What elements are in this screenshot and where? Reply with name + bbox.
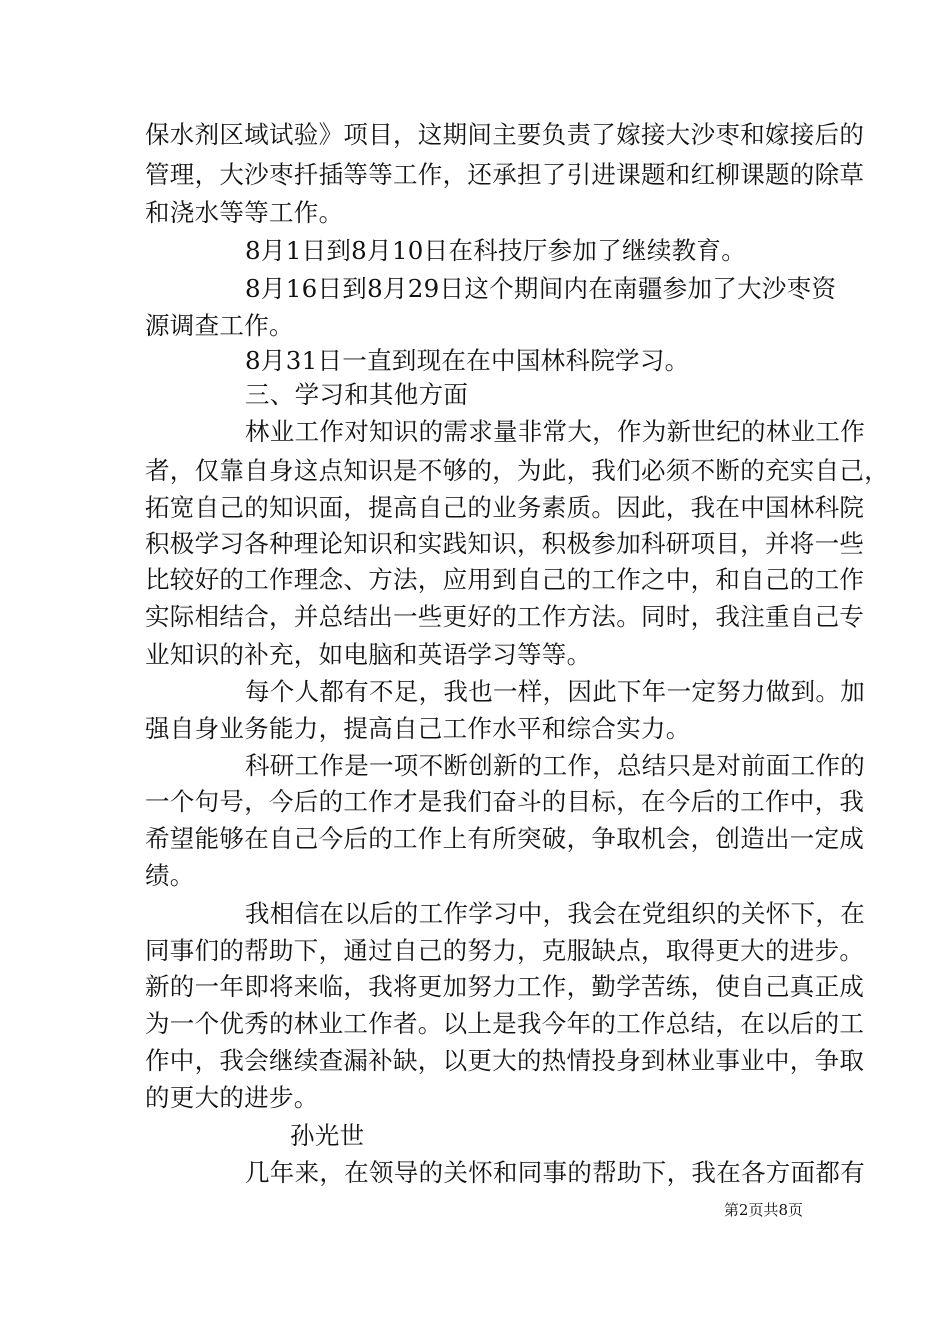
- text-line: 业知识的补充，如电脑和英语学习等等。: [145, 640, 592, 669]
- text-line: 强自身业务能力，提高自己工作水平和综合实力。: [145, 714, 691, 743]
- text-line: 者，仅靠自身这点知识是不够的，为此，我们必须不断的充实自己，: [145, 456, 889, 485]
- text-line: 积极学习各种理论知识和实践知识，积极参加科研项目，并将一些: [145, 529, 865, 558]
- text-line: 为一个优秀的林业工作者。以上是我今年的工作总结，在以后的工: [145, 1009, 865, 1038]
- text-line: 管理，大沙枣扦插等等工作，还承担了引进课题和红柳课题的除草: [145, 160, 865, 189]
- text-line: 同事们的帮助下，通过自己的努力，克服缺点，取得更大的进步。: [145, 936, 865, 965]
- text-line: 保水剂区域试验》项目，这期间主要负责了嫁接大沙枣和嫁接后的: [145, 120, 865, 149]
- text-line: 新的一年即将来临，我将更加努力工作，勤学苦练，使自己真正成: [145, 972, 865, 1001]
- page-number-footer: 第2页共8页: [723, 1201, 803, 1219]
- author-name: 孙光世: [290, 1121, 365, 1150]
- text-line: 8月1日到8月10日在科技厅参加了继续教育。: [245, 236, 747, 265]
- text-line: 希望能够在自己今后的工作上有所突破，争取机会，创造出一定成: [145, 824, 865, 853]
- text-line: 一个句号，今后的工作才是我们奋斗的目标，在今后的工作中，我: [145, 787, 865, 816]
- text-line: 科研工作是一项不断创新的工作，总结只是对前面工作的: [245, 751, 865, 780]
- text-line: 绩。: [145, 861, 195, 890]
- text-line: 林业工作对知识的需求量非常大，作为新世纪的林业工作: [245, 417, 865, 446]
- text-line: 每个人都有不足，我也一样，因此下年一定努力做到。加: [245, 677, 865, 706]
- text-line: 拓宽自己的知识面，提高自己的业务素质。因此，我在中国林科院: [145, 493, 865, 522]
- text-line: 比较好的工作理念、方法，应用到自己的工作之中，和自己的工作: [145, 565, 865, 594]
- text-line: 实际相结合，并总结出一些更好的工作方法。同时，我注重自己专: [145, 602, 865, 631]
- text-line: 8月16日到8月29日这个期间内在南疆参加了大沙枣资: [245, 274, 837, 303]
- text-line: 8月31日一直到现在在中国林科院学习。: [245, 346, 690, 375]
- section-heading: 三、学习和其他方面: [245, 380, 469, 409]
- text-line: 几年来，在领导的关怀和同事的帮助下，我在各方面都有: [245, 1158, 865, 1187]
- text-line: 源调查工作。: [145, 311, 294, 340]
- text-line: 我相信在以后的工作学习中，我会在党组织的关怀下，在: [245, 899, 865, 928]
- text-line: 作中，我会继续查漏补缺，以更大的热情投身到林业事业中，争取: [145, 1046, 865, 1075]
- text-line: 和浇水等等工作。: [145, 198, 344, 227]
- text-line: 的更大的进步。: [145, 1083, 319, 1112]
